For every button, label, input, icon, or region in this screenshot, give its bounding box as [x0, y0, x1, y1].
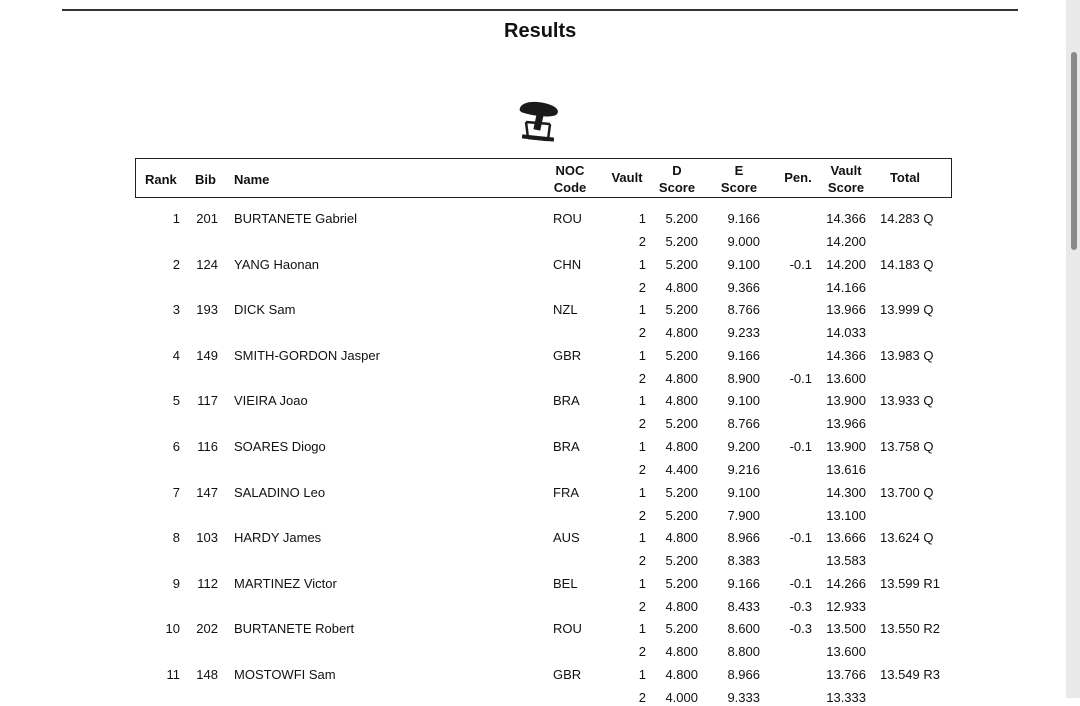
e-score: 9.166: [727, 348, 760, 363]
vault-number: 1: [638, 485, 646, 500]
athlete-name: VIEIRA Joao: [234, 393, 308, 408]
e-score: 9.100: [727, 393, 760, 408]
total-score: 14.183 Q: [880, 257, 934, 272]
d-score: 5.200: [665, 257, 698, 272]
d-score: 4.000: [665, 690, 698, 705]
e-score: 9.200: [727, 439, 760, 454]
vault-score: 13.616: [826, 462, 866, 477]
header-bib: Bib: [195, 172, 216, 187]
e-score: 9.166: [727, 211, 760, 226]
noc-code: BEL: [553, 576, 578, 591]
e-score: 9.233: [727, 325, 760, 340]
vault-number: 2: [638, 644, 646, 659]
vault-score: 14.200: [826, 257, 866, 272]
total-score: 13.624 Q: [880, 530, 934, 545]
penalty: -0.3: [789, 621, 812, 636]
e-score: 9.100: [727, 257, 760, 272]
e-score: 9.166: [727, 576, 760, 591]
d-score: 4.800: [665, 325, 698, 340]
bib-cell: 116: [197, 439, 218, 454]
rank-cell: 3: [172, 302, 180, 317]
noc-code: GBR: [553, 348, 582, 363]
e-score: 8.383: [727, 553, 760, 568]
vault-number: 2: [638, 416, 646, 431]
vault-number: 1: [638, 348, 646, 363]
athlete-name: DICK Sam: [234, 302, 296, 317]
vault-number: 2: [638, 553, 646, 568]
d-score: 5.200: [665, 508, 698, 523]
vault-score: 13.600: [826, 644, 866, 659]
rank-cell: 4: [172, 348, 180, 363]
rank-cell: 11: [166, 667, 180, 682]
e-score: 8.600: [727, 621, 760, 636]
vault-score: 13.766: [826, 667, 866, 682]
vault-number: 2: [638, 325, 646, 340]
noc-code: BRA: [553, 439, 580, 454]
header-vault: Vault: [611, 170, 643, 185]
penalty: -0.1: [789, 257, 812, 272]
bib-cell: 112: [197, 576, 218, 591]
athlete-name: SMITH-GORDON Jasper: [234, 348, 380, 363]
d-score: 4.400: [665, 462, 698, 477]
rank-cell: 1: [172, 211, 180, 226]
vault-number: 1: [638, 257, 646, 272]
noc-code: ROU: [553, 211, 582, 226]
header-noc: NOC: [555, 163, 585, 178]
vault-score: 14.200: [826, 234, 866, 249]
total-score: 13.758 Q: [880, 439, 934, 454]
bib-cell: 147: [196, 485, 218, 500]
rank-cell: 2: [172, 257, 180, 272]
athlete-name: BURTANETE Robert: [234, 621, 355, 636]
e-score: 9.333: [727, 690, 760, 705]
vault-score: 13.900: [826, 393, 866, 408]
total-score: 14.283 Q: [880, 211, 934, 226]
vault-score: 14.266: [826, 576, 866, 591]
vault-number: 1: [638, 667, 646, 682]
total-score: 13.999 Q: [880, 302, 934, 317]
athlete-name: SOARES Diogo: [234, 439, 326, 454]
e-score: 9.100: [727, 485, 760, 500]
vault-number: 2: [638, 508, 646, 523]
d-score: 5.200: [665, 576, 698, 591]
total-score: 13.933 Q: [880, 393, 934, 408]
noc-code: GBR: [553, 667, 582, 682]
top-rule: [62, 9, 1018, 11]
vault-score: 13.966: [826, 302, 866, 317]
vault-number: 2: [638, 599, 646, 614]
e-score: 8.433: [727, 599, 760, 614]
total-score: 13.549 R3: [880, 667, 940, 682]
header-d: D: [672, 163, 682, 178]
noc-code: AUS: [553, 530, 580, 545]
header-e: E: [734, 163, 744, 178]
d-score: 4.800: [665, 599, 698, 614]
vault-number: 1: [638, 439, 646, 454]
e-score: 8.966: [727, 530, 760, 545]
d-score: 4.800: [665, 644, 698, 659]
header-d-score: Score: [658, 180, 696, 195]
penalty: -0.1: [789, 439, 812, 454]
rank-cell: 9: [172, 576, 180, 591]
d-score: 5.200: [665, 348, 698, 363]
vault-score: 13.600: [826, 371, 866, 386]
penalty: -0.1: [789, 576, 812, 591]
total-score: 13.983 Q: [880, 348, 934, 363]
rank-cell: 10: [165, 621, 180, 636]
rank-cell: 8: [172, 530, 180, 545]
page-title: Results: [504, 20, 577, 42]
d-score: 5.200: [665, 211, 698, 226]
total-score: 13.550 R2: [880, 621, 940, 636]
header-noc-code: Code: [553, 180, 587, 195]
vault-number: 1: [638, 530, 646, 545]
vault-number: 2: [638, 690, 646, 705]
d-score: 4.800: [665, 439, 698, 454]
vault-number: 2: [638, 280, 646, 295]
penalty: -0.1: [789, 371, 812, 386]
vault-score: 14.166: [826, 280, 866, 295]
vault-number: 2: [638, 462, 646, 477]
e-score: 9.216: [727, 462, 760, 477]
e-score: 9.000: [727, 234, 760, 249]
vault-score: 13.583: [826, 553, 866, 568]
vault-score: 13.500: [826, 621, 866, 636]
e-score: 7.900: [727, 508, 760, 523]
bib-cell: 148: [196, 667, 218, 682]
header-name: Name: [234, 172, 270, 187]
vault-number: 2: [638, 234, 646, 249]
e-score: 8.766: [727, 302, 760, 317]
d-score: 4.800: [665, 667, 698, 682]
header-rank: Rank: [145, 172, 177, 187]
athlete-name: YANG Haonan: [234, 257, 320, 272]
vault-score: 14.033: [826, 325, 866, 340]
bib-cell: 149: [196, 348, 218, 363]
vault-number: 1: [638, 302, 646, 317]
bib-cell: 193: [196, 302, 218, 317]
d-score: 5.200: [665, 621, 698, 636]
bib-cell: 117: [197, 393, 218, 408]
rank-cell: 5: [172, 393, 180, 408]
d-score: 4.800: [665, 280, 698, 295]
d-score: 5.200: [665, 302, 698, 317]
e-score: 8.966: [727, 667, 760, 682]
header-vault-score-2: Score: [827, 180, 865, 195]
noc-code: CHN: [553, 257, 582, 272]
bib-cell: 202: [196, 621, 218, 636]
vault-score: 14.300: [826, 485, 866, 500]
bib-cell: 201: [196, 211, 218, 226]
vault-score: 13.333: [826, 690, 866, 705]
e-score: 8.900: [727, 371, 760, 386]
header-total: Total: [889, 170, 921, 185]
vault-number: 2: [638, 371, 646, 386]
vault-number: 1: [638, 393, 646, 408]
vault-table-icon: [514, 98, 564, 144]
noc-code: NZL: [553, 302, 578, 317]
d-score: 4.800: [665, 393, 698, 408]
d-score: 5.200: [665, 416, 698, 431]
vault-score: 13.966: [826, 416, 866, 431]
header-e-score: Score: [720, 180, 758, 195]
vault-score: 13.666: [826, 530, 866, 545]
noc-code: BRA: [553, 393, 580, 408]
header-pen: Pen.: [784, 170, 812, 185]
penalty: -0.1: [789, 530, 812, 545]
total-score: 13.700 Q: [880, 485, 934, 500]
d-score: 5.200: [665, 553, 698, 568]
vault-score: 13.100: [826, 508, 866, 523]
d-score: 5.200: [665, 485, 698, 500]
penalty: -0.3: [789, 599, 812, 614]
noc-code: ROU: [553, 621, 582, 636]
e-score: 9.366: [727, 280, 760, 295]
bib-cell: 124: [196, 257, 218, 272]
vault-number: 1: [638, 621, 646, 636]
rank-cell: 6: [172, 439, 180, 454]
athlete-name: MOSTOWFI Sam: [234, 667, 336, 682]
vault-score: 12.933: [826, 599, 866, 614]
athlete-name: MARTINEZ Victor: [234, 576, 337, 591]
athlete-name: SALADINO Leo: [234, 485, 326, 500]
rank-cell: 7: [172, 485, 180, 500]
athlete-name: BURTANETE Gabriel: [234, 211, 358, 226]
d-score: 4.800: [665, 530, 698, 545]
vault-number: 1: [638, 211, 646, 226]
bib-cell: 103: [196, 530, 218, 545]
vault-score: 14.366: [826, 211, 866, 226]
d-score: 5.200: [665, 234, 698, 249]
e-score: 8.800: [727, 644, 760, 659]
d-score: 4.800: [665, 371, 698, 386]
vault-score: 14.366: [826, 348, 866, 363]
vault-score: 13.900: [826, 439, 866, 454]
total-score: 13.599 R1: [880, 576, 940, 591]
e-score: 8.766: [727, 416, 760, 431]
scrollbar[interactable]: [1071, 52, 1077, 250]
vault-number: 1: [638, 576, 646, 591]
header-vault-score: Vault: [830, 163, 862, 178]
athlete-name: HARDY James: [234, 530, 322, 545]
noc-code: FRA: [553, 485, 579, 500]
